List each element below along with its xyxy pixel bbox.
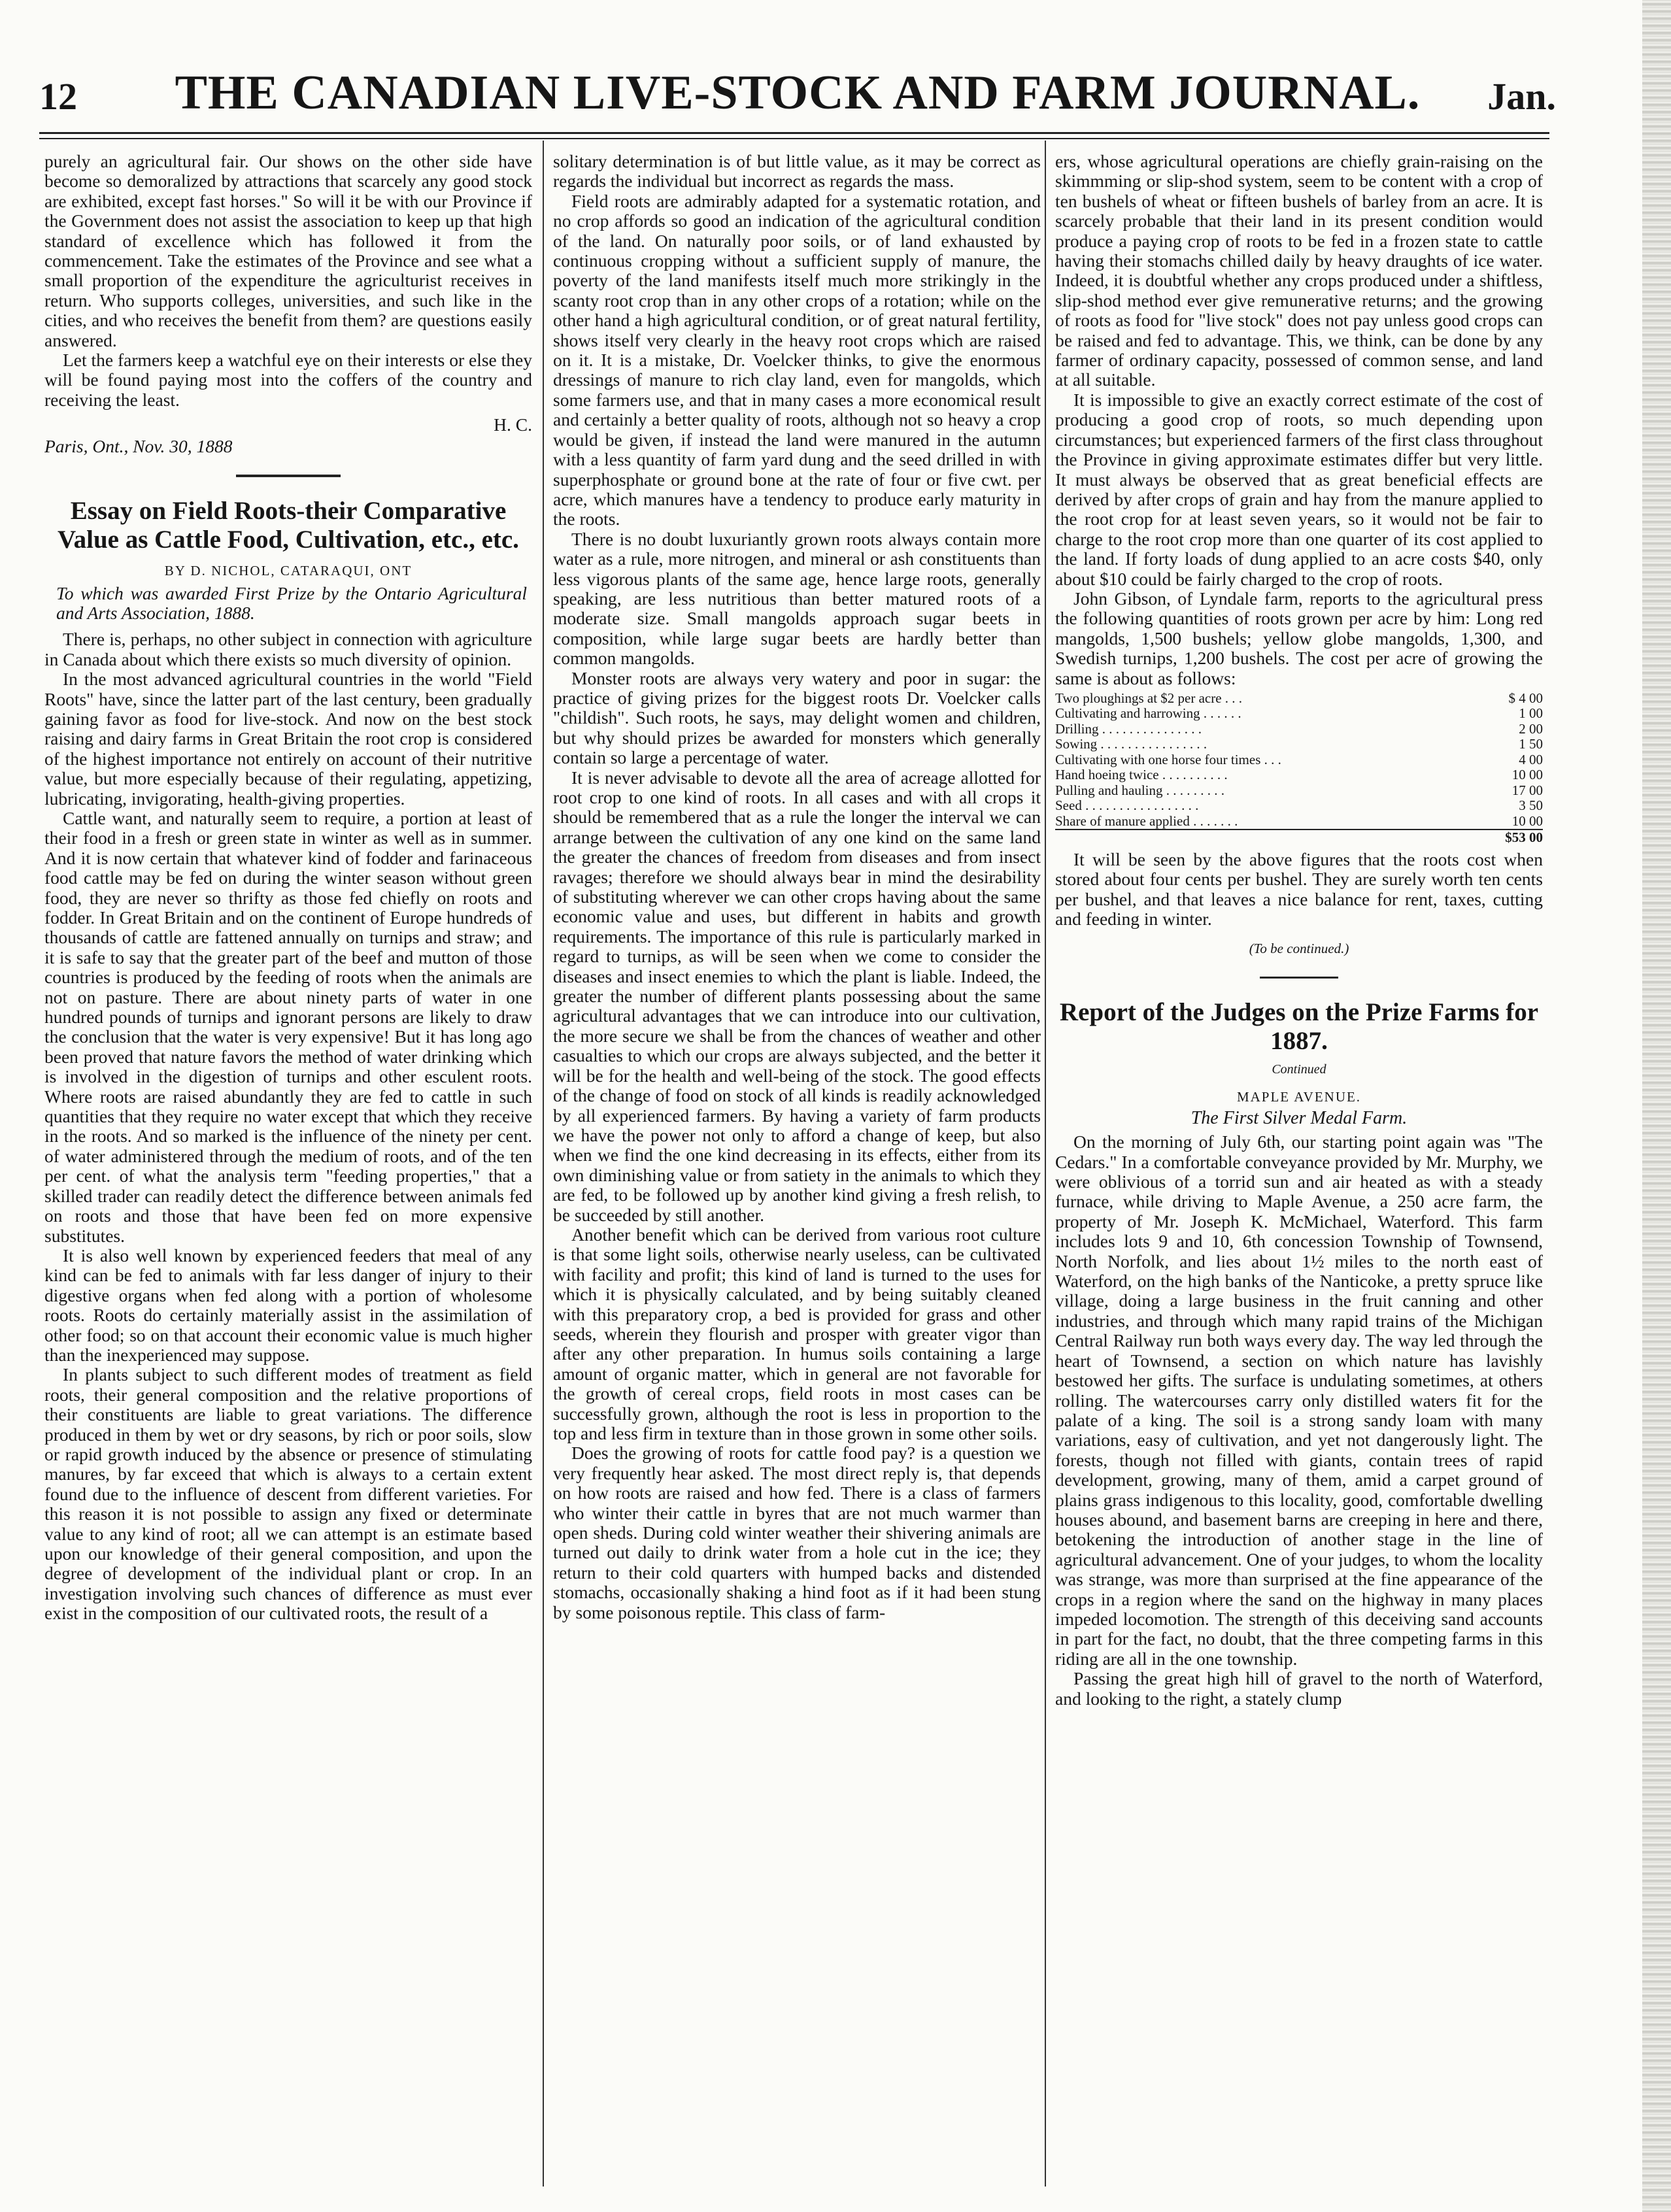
- continued-label: Continued: [1272, 1062, 1326, 1077]
- paragraph: John Gibson, of Lyndale farm, reports to the agricultural press the following quantities of roots grown per acre by him: Long red mangolds, 1,500 bushels; yellow globe mangolds, 1,300, and Swedish turnips, 1,200 bushels. The cost per acre of growing the same is about as follows:: [1055, 588, 1543, 688]
- cost-amount: 1 50: [1519, 736, 1543, 752]
- section-separator: [1260, 977, 1338, 979]
- paragraph: purely an agricultural fair. Our shows on the other side have become so demoralized by attractions that scarcely any good stock are exhibited, except fast horses." So will it be with our Province if the Government does not assist the association to keep up that high standard of excellence which has followed it from the commencement. Take the estimates of the Province and see what a small proportion of the expenditure the agriculturist receives in return. Who supports colleges, universities, and such like in the cities, and who receives the benefit from them? are questions easily answered.: [44, 152, 532, 350]
- cost-total: $53 00: [1471, 830, 1543, 846]
- paragraph: In plants subject to such different modes of treatment as field roots, their general composition and the relative proportions of their constituents are liable to great variations. The difference produced in them by wet or dry seasons, by rich or poor soils, slow or rapid growth induced by the absence or presence of stimulating manures, by far exceed that which is always to a certain extent found due to the influence of descent from different varieties. For this reason it is not possible to assign any fixed or determinate value to any kind of root; all we can attempt is an estimate based upon our knowledge of their general composition, and upon the degree of development of the individual plant or crop. In an investigation involving such chances of difference as must ever exist in the composition of our cultivated roots, the result of a: [44, 1364, 532, 1624]
- cost-row: [1055, 814, 1543, 830]
- cost-row: [1055, 737, 1543, 752]
- paragraph: It is impossible to give an exactly correct estimate of the cost of producing a good crop of roots, so much depending upon circumstances; but experienced farmers of the first class throughout the Province in giving approximate estimates differ but very little. It must always be observed that as great beneficial effects are derived by after crops of grain and hay from the manure applied to the root crop for at least seven years, so it would not be fair to charge to the root crop more than one quarter of its cost applied to the land. If forty loads of dung applied to an acre costs $40, only about $10 could be fairly charged to the crop of roots.: [1055, 389, 1543, 589]
- farm-subtitle: The First Silver Medal Farm.: [1190, 1107, 1408, 1128]
- author-signature: H. C.: [494, 414, 532, 435]
- cost-item: Cultivating with one horse four times . . .: [1055, 751, 1281, 767]
- cost-amount: 10 00: [1511, 813, 1543, 829]
- cost-item: Sowing . . . . . . . . . . . . . . . .: [1055, 736, 1207, 752]
- paragraph: It is also well known by experienced feeders that meal of any kind can be fed to animals with far less danger of injury to their digestive organs when fed along with a portion of wholesome roots. Roots do certainly materially assist in the assimilation of other food; so on that account their economic value is much higher than the inexperienced may suppose.: [44, 1245, 532, 1365]
- paragraph: solitary determination is of but little value, as it may be correct as regards the individual but incorrect as regards the mass.: [553, 152, 1041, 192]
- cost-amount: 1 00: [1519, 705, 1543, 722]
- scanned-page-edge: [1642, 0, 1671, 2212]
- cost-amount: 10 00: [1511, 767, 1543, 783]
- section-heading: MAPLE AVENUE.: [1236, 1089, 1362, 1105]
- cost-row: [1055, 783, 1543, 799]
- cost-item: Share of manure applied . . . . . . .: [1055, 813, 1238, 829]
- cost-amount: $ 4 00: [1508, 690, 1543, 706]
- paragraph: It is never advisable to devote all the area of acreage allotted for root crop to one kind of roots. In all cases and with all crops it should be remembered that as a rule the longer the interval we can arrange between the cultivation of any one kind on the same land the greater the chances of freedom from diseases and from insect ravages; therefore we should always bear in mind the desirability of substituting wherever we can other crops having about the same economic value and uses, but different in habits and growth requirements. The importance of this rule is particularly marked in regard to turnips, as will be seen when we come to consider the diseases and insect enemies to which the plant is liable. Indeed, the greater the number of different plants possessing about the same agricultural advantages that we can introduce into our cultivation, the more secure we shall be from the chances of weather and other casualties to which our crops are always subjected, and the better it will be for the health and well-being of the stock. The good effects of the change of food on stock of all kinds is readily acknowledged by all experienced farmers. By having a variety of farm products we have the power not only to afford a change of keep, but also when we find the one kind decreasing in its effects, either from its own diminishing value or from satiety in the animals to which they are fed, to be followed up by another kind giving a fresh relish, to be succeeded by still another.: [553, 767, 1041, 1225]
- cost-row: [1055, 722, 1543, 737]
- cost-amount: 4 00: [1519, 751, 1543, 767]
- award-note: To which was awarded First Prize by the Ontario Agricultural and Arts Association, 1888.: [56, 582, 527, 623]
- paragraph: In the most advanced agricultural countries in the world "Field Roots" have, since the latter part of the last century, been gradually gaining favor as food for live-stock. And now on the best stock raising and dairy farms in Great Britain the root crop is considered of the highest importance not entirely on account of their nutritive value, but more especially because of their regulating, appetizing, lubricating, invigorating, health-giving properties.: [44, 669, 532, 809]
- paragraph: On the morning of July 6th, our starting point again was "The Cedars." In a comfortable conveyance provided by Mr. Murphy, we were oblivious of a torrid sun and air heated as with a steady furnace, while driving to Maple Avenue, a 250 acre farm, the property of Mr. Joseph K. McMichael, Waterford. This farm includes lots 9 and 10, 6th concession Township of Townsend, North Norfolk, and lies about 1½ miles to the north east of Waterford, on the high banks of the Nanticoke, a pretty spruce like village, doing a large business in the fruit canning and other industries, and through which many rapid trains of the Michigan Central Railway run both ways every day. The way led through the heart of Townsend, a section on which nature has lavishly bestowed her gifts. The surface is undulating sometimes, at others rolling. The watercourses carry only distilled waters fit for the palate of a king. The soil is a strong sandy loam with many variations, easy of cultivation, and yet not dangerously light. The forests, though not filled with giants, contain trees of rapid development, growing, many of them, amid a carpet ground of plains grass indigenous to this locality, good, comfortable dwelling houses abound, and basement barns are creeping in here and there, betokening the introduction of another stage in the line of agricultural advancement. One of your judges, to whom the locality was strange, was more than surprised at the fine appearance of the crops in a region where the sand on the highway in many places impeded locomotion. The strength of this deceiving sand accounts in part for the fact, no doubt, that the three competing farms in this riding are all in the one township.: [1055, 1131, 1543, 1669]
- page-header: [39, 60, 1556, 132]
- column-divider: [543, 141, 544, 2187]
- page-number: 12: [39, 75, 77, 118]
- paragraph: Passing the great high hill of gravel to the north of Waterford, and looking to the right, a stately clump: [1055, 1668, 1543, 1709]
- paragraph: Field roots are admirably adapted for a systematic rotation, and no crop affords so good an indication of the agricultural condition of the land. On naturally poor soils, or of land exhausted by continuous cropping without a sufficient supply of manure, the poverty of the land manifests itself much more strikingly in the scanty root crop than in any other crops of a rotation; while on the other hand a high agricultural condition, or of great natural fertility, shows itself very clearly in the heavy root crops which are raised on it. It is a mistake, Dr. Voelcker thinks, to give the enormous dressings of manure to rich clay land, even for mangolds, which some farmers use, and that in many cases a more economical result and certainly a better quality of roots, although not so heavy a crop would be given, if instead the land were manured in the autumn with a less quantity of farm yard dung and the seed drilled in with superphosphate or ground bone at the rate of four or five cwt. per acre, which manures have a tendency to produce early maturity in the roots.: [553, 190, 1041, 529]
- cost-row: [1055, 706, 1543, 722]
- issue-month: Jan.: [1487, 75, 1556, 118]
- column-1: [44, 152, 532, 2178]
- paragraph: There is no doubt luxuriantly grown roots always contain more water as a rule, more nitrogen, and mineral or ash constituents than less vigorous plants of the same age, hence large roots, generally speaking, are less nutritious than better matured roots of a moderate size. Small mangolds approach sugar beets in composition, while large sugar beets are hardly better than common mangolds.: [553, 528, 1041, 669]
- cost-item: Drilling . . . . . . . . . . . . . . .: [1055, 720, 1202, 737]
- paragraph: It will be seen by the above figures that the roots cost when stored about four cents per bushel. They are surely worth ten cents per bushel, and that leaves a nice balance for rent, taxes, cutting and feeding in winter.: [1055, 848, 1543, 930]
- paragraph: Another benefit which can be derived from various root culture is that some light soils, otherwise nearly useless, can be cultivated with facility and profit; this kind of land is turned to the uses for which it is physically calculated, and by being suitably cleaned with this preparatory crop, a bed is provided for grass and other seeds, wherein they flourish and prosper with greater vigor than after any other preparation. In humus soils containing a large amount of organic matter, which in general are not favorable for the growth of cereal crops, field roots in most cases can be successfully grown, although the root is less in proportion to the top and less firm in texture than in those grown in some other soils.: [553, 1224, 1041, 1443]
- column-divider: [1045, 141, 1046, 2187]
- header-rule: [39, 132, 1549, 139]
- column-3: [1055, 152, 1543, 2178]
- cost-item: Pulling and hauling . . . . . . . . .: [1055, 782, 1224, 798]
- column-2: [553, 152, 1041, 2178]
- cost-amount: 2 00: [1519, 720, 1543, 737]
- cost-table: [1055, 691, 1543, 846]
- cost-row: [1055, 767, 1543, 783]
- cost-row: [1055, 752, 1543, 768]
- paragraph: Cattle want, and naturally seem to require, a portion at least of their food in a fresh or green state in winter as well as in summer. And it is now certain that whatever kind of fodder and farinaceous food cattle may be fed on during the winter season without green food, they are never so thrifty as those fed chiefly on roots and fodder. In Great Britain and on the continent of Europe hundreds of thousands of cattle are fattened annually on turnips and straw; and it is safe to say that the greater part of the beef and mutton of those countries is produced by the feeding of roots when the animals are not on pasture. There are about ninety parts of water in one hundred pounds of turnips and ignorant persons are likely to draw the conclusion that the water is very expensive! But it has long ago been proved that nature favors the method of water drinking which is involved in the digestion of turnips and other esculent roots. Where roots are raised abundantly they are fed to cattle in such quantities that they require no water except that which they receive in the roots. And so marked is the influence of the ninety per cent. of water administered through the medium of roots, and of the ten per cent. of what the analysis term "feeding properties," that a skilled trader can readily detect the difference between animals fed on roots and those that have been fed on more expensive substitutes.: [44, 807, 532, 1246]
- paragraph: ers, whose agricultural operations are chiefly grain-raising on the skimmming or slip-shod system, seem to be content with a crop of ten bushels of wheat or fifteen bushels of barley from an acre. It is scarcely probable that their land in its present condition would produce a paying crop of roots to be fed in a frozen state to cattle having their stomachs chilled daily by heavy draughts of ice water. Indeed, it is doubtful whether any crops produced under a shiftless, slip-shod method ever give remunerative returns; and the growing of roots as food for "live stock" does not pay unless good crops can be raised and fed to advantage. This, we think, can be done by any farmer of ordinary capacity, possessed of common sense, and land at all suitable.: [1055, 152, 1543, 390]
- cost-row: [1055, 691, 1543, 707]
- section-separator: [236, 475, 341, 477]
- cost-item: Seed . . . . . . . . . . . . . . . . .: [1055, 797, 1199, 814]
- article-byline: BY D. NICHOL, CATARAQUI, ONT: [164, 563, 413, 579]
- journal-title: THE CANADIAN LIVE-STOCK AND FARM JOURNAL.: [175, 66, 1421, 120]
- paragraph: There is, perhaps, no other subject in connection with agriculture in Canada about which there exists so much diversity of opinion.: [44, 629, 532, 669]
- cost-amount: 3 50: [1519, 797, 1543, 814]
- cost-amount: 17 00: [1511, 782, 1543, 798]
- article-title: Report of the Judges on the Prize Farms for 1887.: [1059, 998, 1539, 1055]
- paragraph: Let the farmers keep a watchful eye on their interests or else they will be found paying most into the coffers of the country and receiving the least.: [44, 350, 532, 410]
- cost-item: Cultivating and harrowing . . . . . .: [1055, 705, 1241, 722]
- to-be-continued: (To be continued.): [1249, 940, 1349, 956]
- cost-total-row: [1055, 830, 1543, 846]
- article-title: Essay on Field Roots-their Comparative Value as Cattle Food, Cultivation, etc., etc.: [58, 497, 519, 554]
- place-date: Paris, Ont., Nov. 30, 1888: [44, 435, 233, 456]
- paragraph: Monster roots are always very watery and poor in sugar: the practice of giving prizes for the biggest roots Dr. Voelcker calls "childish". Such roots, he says, may delight women and children, but why should prizes be awarded for monsters which generally contain so large a percentage of water.: [553, 667, 1041, 768]
- cost-item: Two ploughings at $2 per acre . . .: [1055, 690, 1243, 706]
- cost-row: [1055, 798, 1543, 814]
- cost-item: Hand hoeing twice . . . . . . . . . .: [1055, 767, 1228, 783]
- paragraph: Does the growing of roots for cattle food pay? is a question we very frequently hear asked. The most direct reply is, that depends on how roots are raised and how fed. There is a class of farmers who winter their cattle in byres that are not much warmer than open sheds. During cold winter weather their shivering animals are turned out daily to drink water from a hole cut in the ice; they return to their cold quarters with humped backs and distended stomachs, occasionally shaking a hind foot as if it had been stung by some poisonous reptile. This class of farm-: [553, 1443, 1041, 1622]
